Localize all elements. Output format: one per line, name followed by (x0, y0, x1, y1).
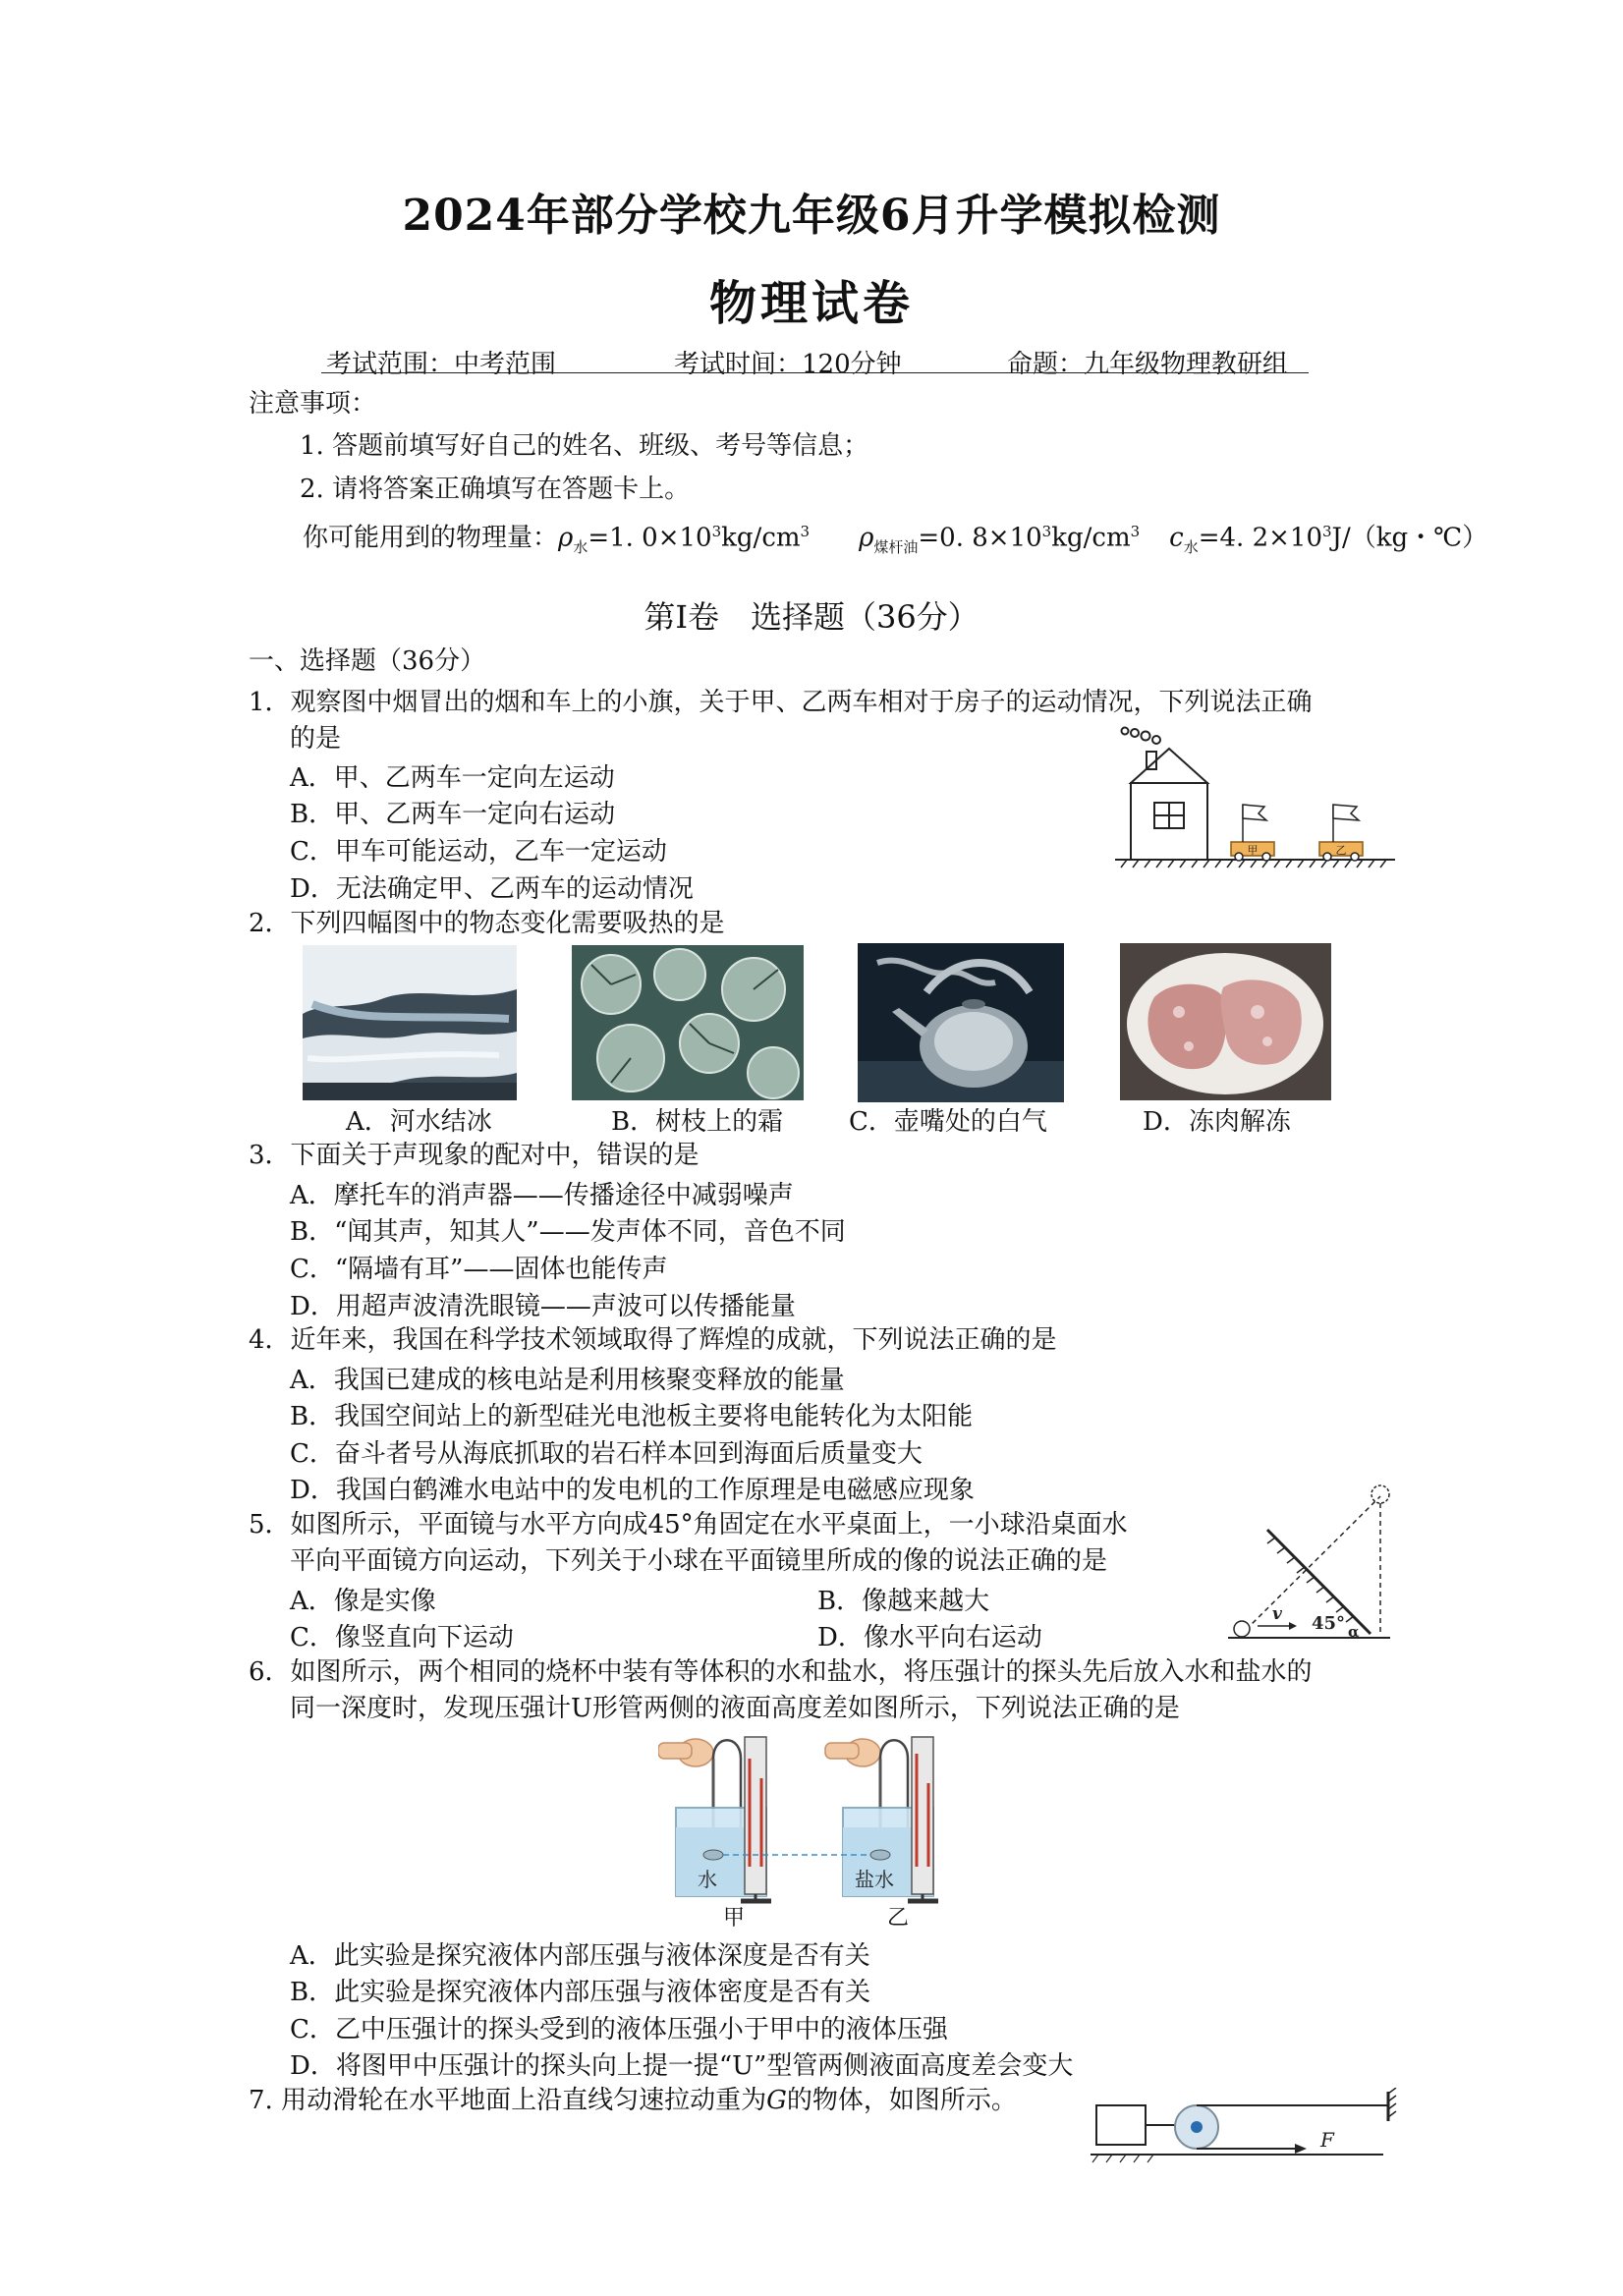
q7-stem-post: 的物体，如图所示。 (786, 2086, 1017, 2115)
exam-scope: 考试范围：中考范围 (326, 350, 557, 379)
q1-figure-house-cars (1115, 722, 1400, 879)
q2-photo-frozen-meat (1120, 943, 1331, 1100)
q3-stem: 3．下面关于声现象的配对中，错误的是 (249, 1141, 700, 1170)
q5-fig-velocity: v (1272, 1604, 1282, 1624)
q6-fig-label-yi: 乙 (887, 1906, 910, 1931)
c-unit: J/（kg・℃） (1331, 523, 1488, 553)
q7-stem-var: G (766, 2086, 787, 2115)
rho-water-value: =1. 0×10 (588, 523, 712, 553)
q1-car1-label: 甲 (1247, 844, 1259, 857)
c-value: =4. 2×10 (1198, 523, 1322, 553)
rho-water-symbol: ρ (558, 523, 574, 553)
q5-fig-angle: 45° (1312, 1613, 1346, 1634)
q6-option-b: B．此实验是探究液体内部压强与液体密度是否有关 (290, 1978, 871, 2007)
q4-option-d: D．我国白鹤滩水电站中的发电机的工作原理是电磁感应现象 (290, 1476, 975, 1505)
q2-photo-river-ice (303, 945, 517, 1100)
q1-stem-line2: 的是 (290, 724, 342, 754)
q2-stem: 2．下列四幅图中的物态变化需要吸热的是 (249, 909, 725, 938)
q5-figure-mirror (1228, 1479, 1395, 1646)
q1-option-c: C．甲车可能运动，乙车一定运动 (290, 837, 667, 867)
q2-option-b: B．树枝上的霜 (611, 1107, 784, 1137)
q5-stem-line2: 平向平面镜方向运动，下列关于小球在平面镜里所成的像的说法正确的是 (290, 1546, 1108, 1576)
note-item-1: 1. 答题前填写好自己的姓名、班级、考号等信息； (300, 431, 869, 461)
rho-water-unit: kg/cm (721, 523, 801, 553)
q6-stem-line2: 同一深度时，发现压强计U形管两侧的液面高度差如图所示，下列说法正确的是 (290, 1694, 1180, 1723)
rho-water-unit-exp: 3 (800, 523, 811, 540)
q2-photo-kettle (858, 943, 1064, 1102)
q5-option-c: C．像竖直向下运动 (290, 1623, 514, 1652)
note-item-2: 2. 请将答案正确填写在答题卡上。 (300, 475, 691, 504)
rho-oil-value: =0. 8×10 (918, 523, 1042, 553)
exam-subject: 物理试卷 (708, 276, 914, 331)
constants-line (303, 514, 1487, 565)
q4-option-a: A．我国已建成的核电站是利用核聚变释放的能量 (290, 1366, 845, 1395)
c-sub: 水 (1183, 537, 1199, 556)
exam-title: 2024年部分学校九年级6月升学模拟检测 (402, 191, 1221, 241)
rho-oil-symbol: ρ (859, 523, 874, 553)
q1-option-d: D．无法确定甲、乙两车的运动情况 (290, 874, 694, 904)
q3-option-b: B．“闻其声，知其人”——发声体不同，音色不同 (290, 1217, 846, 1247)
q4-stem: 4．近年来，我国在科学技术领域取得了辉煌的成就，下列说法正确的是 (249, 1325, 1057, 1355)
rho-oil-exp: 3 (1041, 523, 1052, 540)
q5-option-d: D．像水平向右运动 (817, 1623, 1042, 1652)
q7-fig-force: F (1320, 2128, 1334, 2152)
q7-stem-pre: 7. 用动滑轮在水平地面上沿直线匀速拉动重为 (249, 2086, 767, 2115)
q2-option-a: A．河水结冰 (346, 1107, 492, 1137)
q4-option-c: C．奋斗者号从海底抓取的岩石样本回到海面后质量变大 (290, 1439, 923, 1469)
q1-option-a: A．甲、乙两车一定向左运动 (290, 763, 615, 793)
q2-option-c: C．壶嘴处的白气 (849, 1107, 1047, 1137)
constants-prefix: 你可能用到的物理量： (303, 523, 559, 553)
header-divider (321, 372, 1309, 373)
q2-option-d: D．冻肉解冻 (1143, 1107, 1291, 1137)
q1-option-b: B．甲、乙两车一定向右运动 (290, 800, 616, 829)
q5-stem-line1: 5．如图所示，平面镜与水平方向成45°角固定在水平桌面上，一小球沿桌面水 (249, 1510, 1128, 1540)
exam-time: 考试时间：120分钟 (674, 350, 902, 379)
q3-option-c: C．“隔墙有耳”——固体也能传声 (290, 1255, 668, 1284)
rho-oil-unit-exp: 3 (1130, 523, 1141, 540)
exam-author: 命题：九年级物理教研组 (1007, 350, 1289, 379)
rho-water-sub: 水 (573, 537, 588, 556)
q5-option-a: A．像是实像 (290, 1587, 436, 1616)
q7-figure-pulley (1089, 2088, 1403, 2166)
q6-option-a: A．此实验是探究液体内部压强与液体深度是否有关 (290, 1941, 870, 1971)
rho-water-exp: 3 (711, 523, 722, 540)
section-title: 第Ⅰ卷 选择题（36分） (644, 598, 979, 636)
q6-fig-salt-water: 盐水 (855, 1868, 894, 1891)
q2-photo-frost (572, 945, 804, 1100)
rho-oil-unit: kg/cm (1051, 523, 1131, 553)
q1-stem-line1: 1．观察图中烟冒出的烟和车上的小旗，关于甲、乙两车相对于房子的运动情况，下列说法正确 (249, 688, 1313, 717)
notes-heading: 注意事项： (249, 389, 377, 419)
q6-fig-water: 水 (698, 1868, 717, 1891)
q5-fig-alpha: α (1348, 1623, 1360, 1641)
q7-stem (249, 2083, 1017, 2118)
q3-option-d: D．用超声波清洗眼镜——声波可以传播能量 (290, 1292, 796, 1321)
q5-option-b: B．像越来越大 (817, 1587, 990, 1616)
c-symbol: c (1169, 523, 1184, 553)
q6-fig-label-jia: 甲 (723, 1906, 746, 1931)
q3-option-a: A．摩托车的消声器——传播途径中减弱噪声 (290, 1181, 794, 1210)
q6-figure-pressure-gauge (658, 1729, 982, 1926)
q1-car2-label: 乙 (1335, 844, 1347, 857)
part-heading: 一、选择题（36分） (249, 646, 486, 676)
q4-option-b: B．我国空间站上的新型硅光电池板主要将电能转化为太阳能 (290, 1402, 974, 1431)
rho-oil-sub: 煤杆油 (873, 537, 919, 556)
q6-option-d: D．将图甲中压强计的探头向上提一提“U”型管两侧液面高度差会变大 (290, 2051, 1074, 2081)
q6-stem-line1: 6．如图所示，两个相同的烧杯中装有等体积的水和盐水，将压强计的探头先后放入水和盐水的 (249, 1657, 1313, 1687)
q6-option-c: C．乙中压强计的探头受到的液体压强小于甲中的液体压强 (290, 2015, 948, 2044)
c-exp: 3 (1322, 523, 1332, 540)
